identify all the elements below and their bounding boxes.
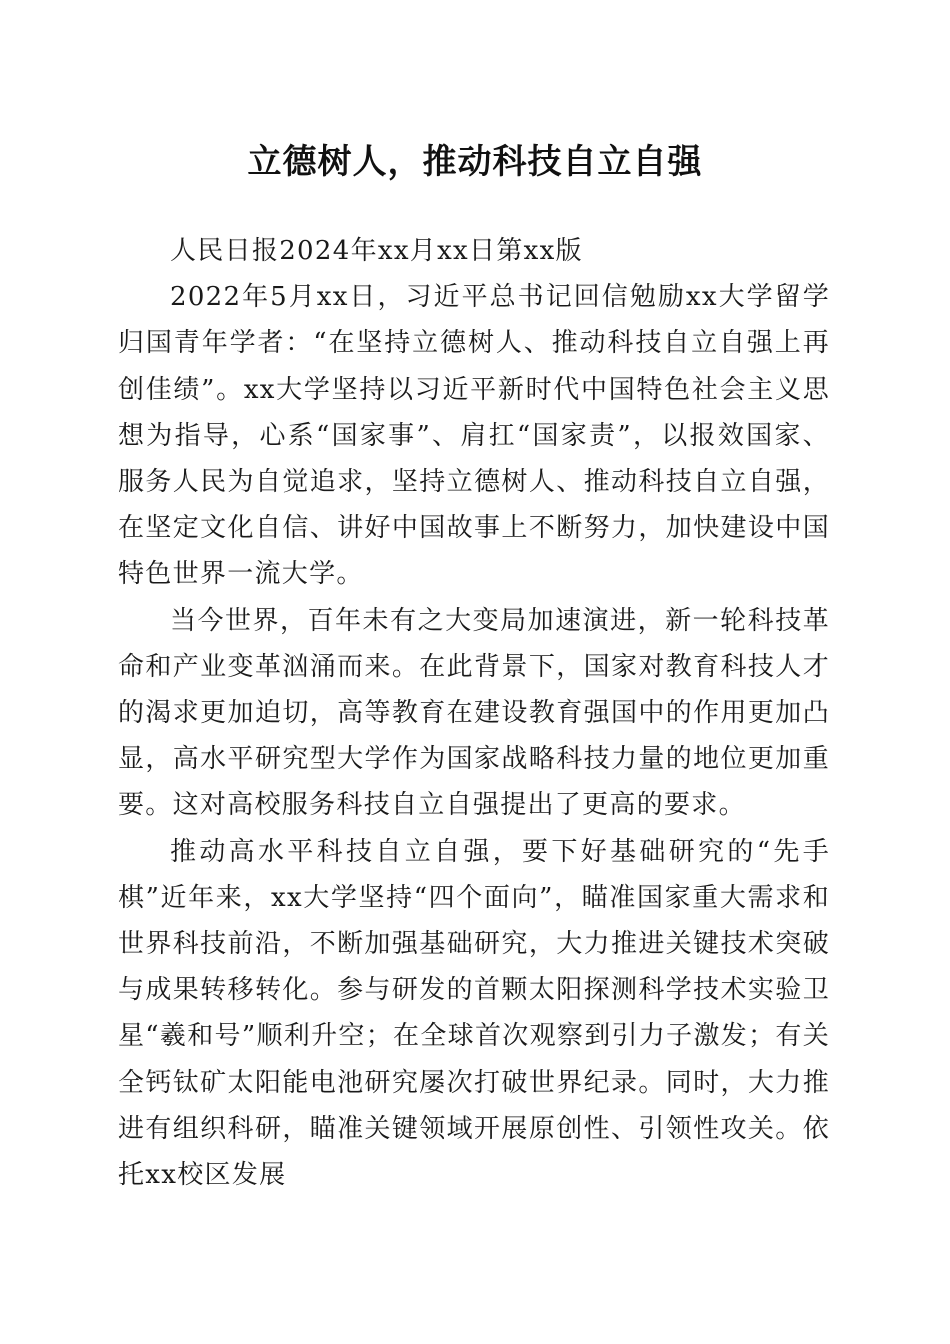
paragraph-2: 当今世界，百年未有之大变局加速演进，新一轮科技革命和产业变革汹涌而来。在此背景下，国家对教育科技人才的渴求更加迫切，高等教育在建设教育强国中的作用更加凸显，高水平研究型大学作为国家战略科技力量的地位更加重要。这对高校服务科技自立自强提出了更高的要求。 xyxy=(118,605,830,821)
article-title: 立德树人，推动科技自立自强 xyxy=(247,142,703,182)
article-body xyxy=(118,228,830,1198)
source-line: 人民日报2024年xx月xx日第xx版 xyxy=(170,236,583,266)
paragraph-3: 推动高水平科技自立自强，要下好基础研究的“先手棋”近年来，xx大学坚持“四个面向”，瞄准国家重大需求和世界科技前沿，不断加强基础研究，大力推进关键技术突破与成果转移转化。参与研发的首颗太阳探测科学技术实验卫星“羲和号”顺利升空；在全球首次观察到引力子激发；有关全钙钛矿太阳能电池研究屡次打破世界纪录。同时，大力推进有组织科研，瞄准关键领域开展原创性、引领性攻关。依托xx校区发展 xyxy=(118,836,830,1191)
paragraph-1: 2022年5月xx日，习近平总书记回信勉励xx大学留学归国青年学者：“在坚持立德树人、推动科技自立自强上再创佳绩”。xx大学坚持以习近平新时代中国特色社会主义思想为指导，心系“国家事”、肩扛“国家责”，以报效国家、服务人民为自觉追求，坚持立德树人、推动科技自立自强，在坚定文化自信、讲好中国故事上不断努力，加快建设中国特色世界一流大学。 xyxy=(118,282,830,590)
